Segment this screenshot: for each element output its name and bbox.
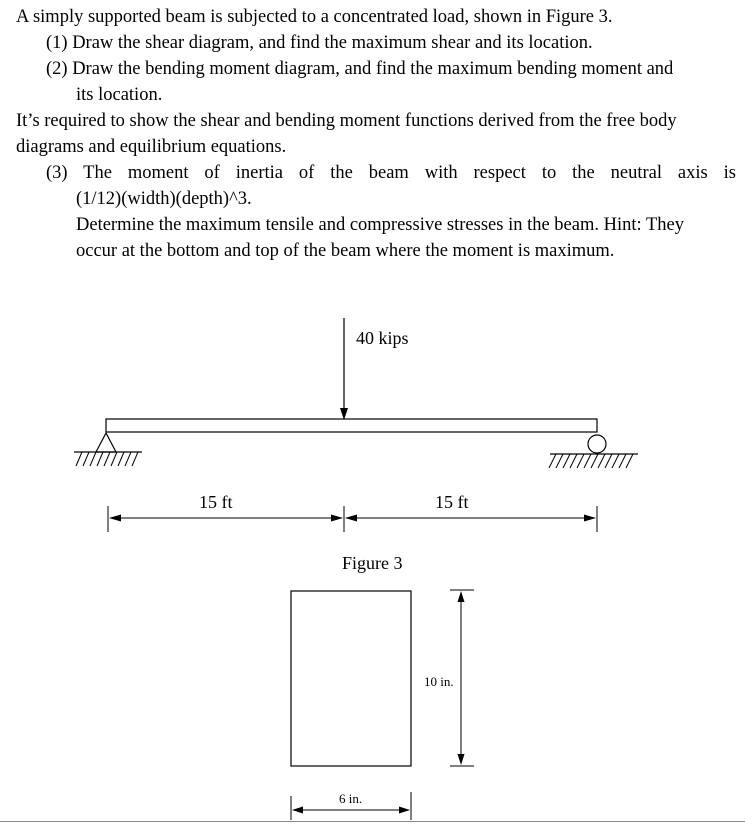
roller-support (549, 435, 638, 468)
beam (106, 419, 597, 432)
load-arrow (340, 318, 348, 420)
problem-intro: A simply supported beam is subjected to a concentrated load, shown in Figure 3. (16, 7, 613, 27)
figure-caption: Figure 3 (342, 553, 403, 573)
item-3-line-2: (1/12)(width)(depth)^3. (76, 189, 252, 209)
item-3-line-3: Determine the maximum tensile and compressive stresses in the beam. Hint: They (76, 215, 684, 235)
pin-support (74, 433, 142, 466)
item-1-text: (1) Draw the shear diagram, and find the maximum shear and its location. (46, 33, 593, 53)
cross-section (291, 591, 411, 766)
depth-label: 10 in. (424, 674, 454, 689)
requirement-line-1: It’s required to show the shear and bending moment functions derived from the free body (16, 111, 677, 131)
width-label: 6 in. (339, 791, 363, 806)
span-dimension (108, 506, 597, 532)
left-span-label: 15 ft (199, 492, 233, 512)
load-label: 40 kips (356, 328, 409, 348)
item-3-line-1: (3) The moment of inertia of the beam with respect to the neutral axis is (46, 163, 736, 183)
item-2-line-2: its location. (76, 85, 163, 105)
item-2-line-1: (2) Draw the bending moment diagram, and find the maximum bending moment and (46, 59, 674, 79)
item-3-line-4: occur at the bottom and top of the beam where the moment is maximum. (76, 241, 615, 261)
page-bottom-border (0, 821, 745, 822)
requirement-line-2: diagrams and equilibrium equations. (16, 137, 287, 157)
right-span-label: 15 ft (435, 492, 469, 512)
